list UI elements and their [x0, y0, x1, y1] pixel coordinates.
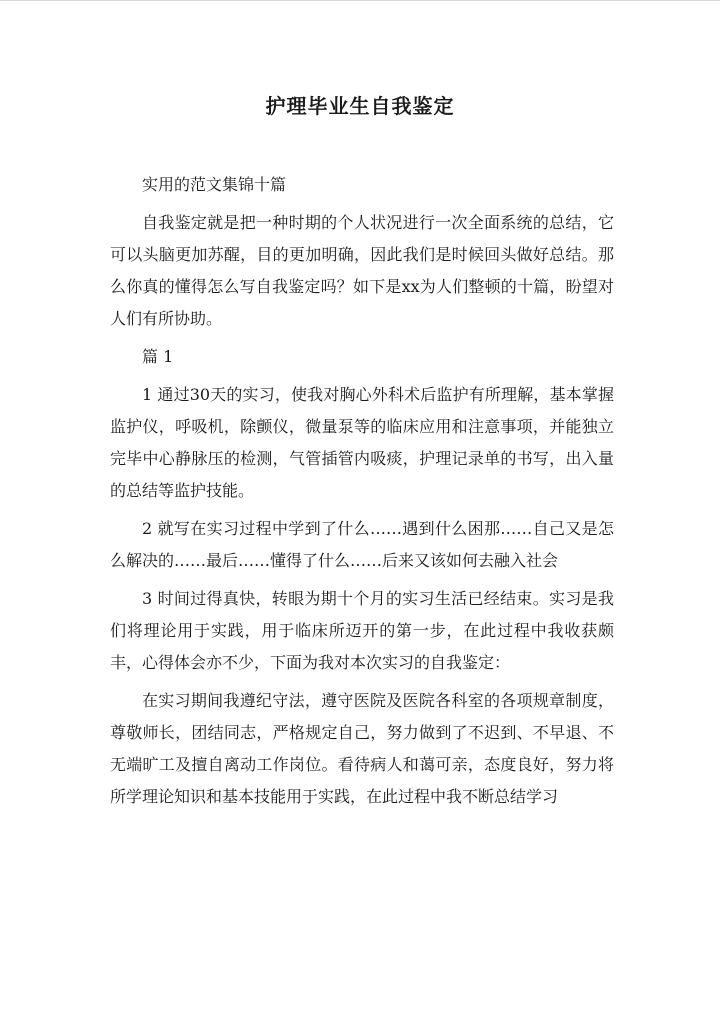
intro-paragraph: 自我鉴定就是把一种时期的个人状况进行一次全面系统的总结，它可以头脑更加苏醒，目的更加明确，因此我们是时候回头做好总结。那么你真的懂得怎么写自我鉴定吗？如下是xx为人们整顿的十篇，盼望对人们有所协助。 — [110, 213, 614, 328]
section-heading: 篇 1 — [142, 347, 174, 366]
document-title: 护理毕业生自我鉴定 — [265, 94, 455, 118]
intro-subtitle: 实用的范文集锦十篇 — [142, 175, 287, 194]
document-body — [110, 169, 614, 813]
paragraph-item-3: 3 时间过得真快，转眼为期十个月的实习生活已经结束。实习是我们将理论用于实践，用于临床所迈开的第一步，在此过程中我收获颇丰，心得体会亦不少，下面为我对本次实习的自我鉴定： — [110, 589, 614, 672]
paragraph-item-1: 1 通过30天的实习，使我对胸心外科术后监护有所理解，基本掌握监护仪，呼吸机，除颤仪，微量泵等的临床应用和注意事项，并能独立完毕中心静脉压的检测，气管插管内吸痰，护理记录单的书写，出入量的总结等监护技能。 — [110, 385, 614, 500]
paragraph-body: 在实习期间我遵纪守法，遵守医院及医院各科室的各项规章制度，尊敬师长，团结同志，严格规定自己，努力做到了不迟到、不早退、不无端旷工及擅自离动工作岗位。看待病人和蔼可亲，态度良好，努力将所学理论知识和基本技能用于实践，在此过程中我不断总结学习 — [110, 691, 614, 806]
paragraph-item-2: 2 就写在实习过程中学到了什么……遇到什么困那……自己又是怎么解决的……最后……懂得了什么……后来又该如何去融入社会 — [110, 519, 614, 570]
page-border — [0, 0, 720, 1]
